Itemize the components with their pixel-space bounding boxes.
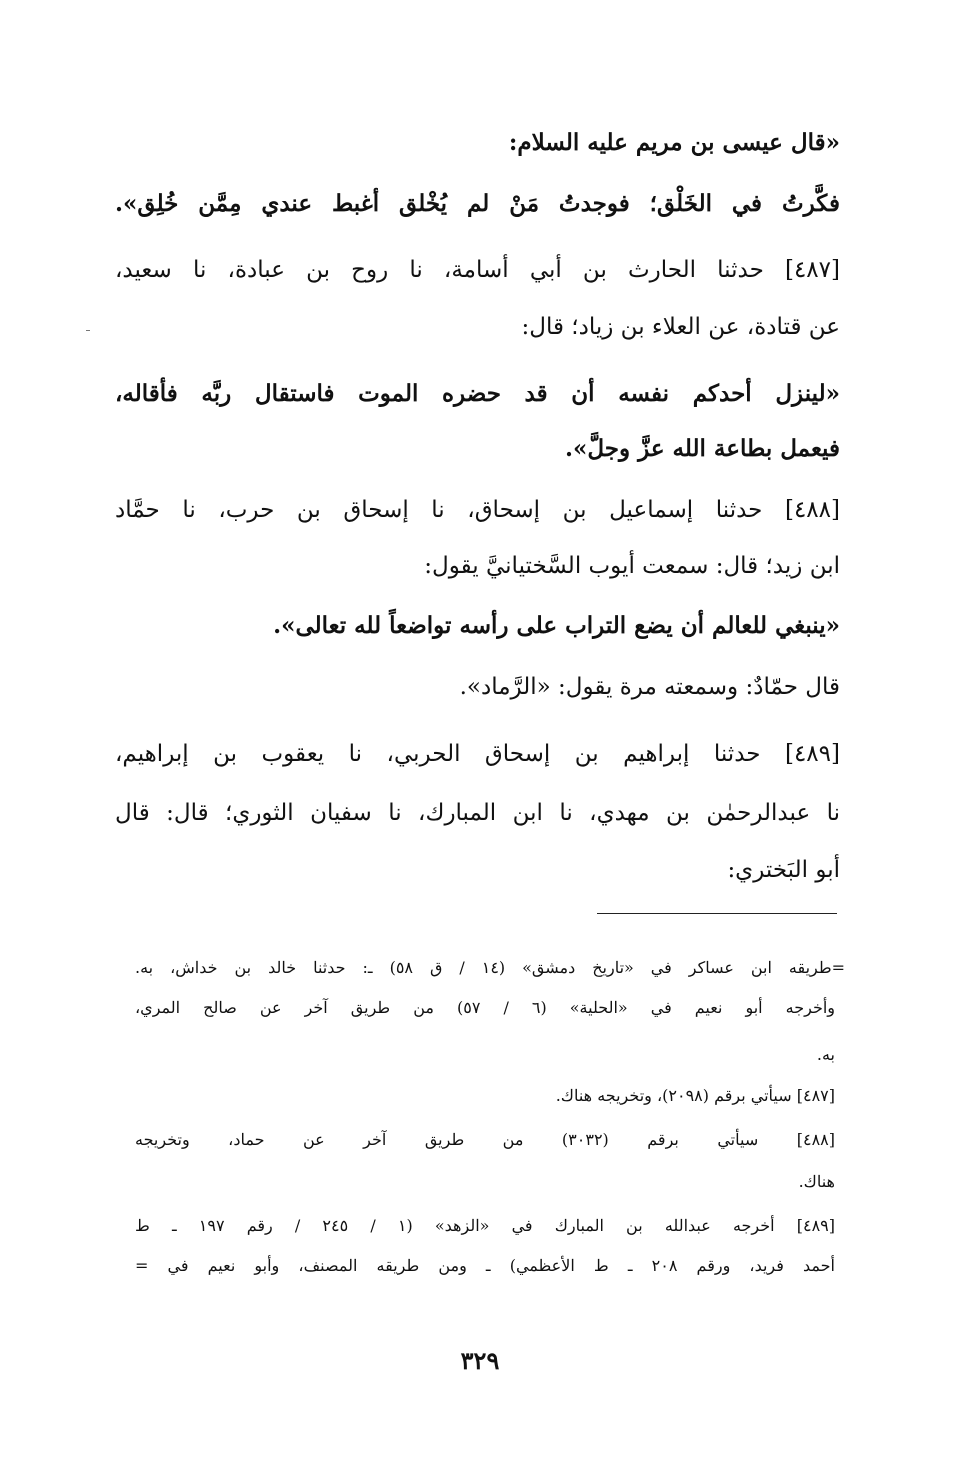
margin-mark [86,330,90,331]
footnote-line: =طريقه ابن عساكر في «تاريخ دمشق» (١٤ / ق ٥٨) ـ: حدثنا خالد بن خداش، به. [135,958,846,977]
text-line: [٤٨٩] حدثنا إبراهيم بن إسحاق الحربي، نا يعقوب بن إبراهيم، [115,741,840,767]
footnote-line: هناك. [798,1172,835,1191]
text-line: «لينزل أحدكم نفسه أن قد حضره الموت فاستقال ربَّه فأقاله، [115,380,840,407]
text-line: «ينبغي للعالم أن يضع التراب على رأسه تواضعاً لله تعالى». [273,612,840,639]
footnote-line: أحمد فريد، ورقم ٢٠٨ ـ ط الأعظمي) ـ ومن طريقه المصنف، وأبو نعيم في = [135,1256,836,1275]
text-line: قال حمّادٌ: وسمعته مرة يقول: «الرَّماد». [459,674,840,700]
text-line: نا عبدالرحمٰن بن مهدي، نا ابن المبارك، نا سفيان الثوري؛ قال: قال [115,800,840,826]
text-line: عن قتادة، عن العلاء بن زياد؛ قال: [521,314,840,340]
text-line: فيعمل بطاعة الله عزَّ وجلَّ». [565,435,840,462]
text-line: [٤٨٧] حدثنا الحارث بن أبي أسامة، نا روح بن عبادة، نا سعيد، [115,257,840,283]
footnote-separator [597,913,837,914]
text-line: أبو البَختري: [727,857,840,883]
footnote-line: [٤٨٨] سيأتي برقم (٣٠٣٢) من طريق آخر عن حماد، وتخريجه [135,1130,835,1149]
text-line: ابن زيد؛ قال: سمعت أيوب السَّختيانيَّ يقول: [424,553,840,579]
footnote-line: [٤٨٧] سيأتي برقم (٢٠٩٨)، وتخريجه هناك. [555,1086,835,1105]
footnote-line: به. [816,1045,835,1064]
text-line: فكَّرتُ في الخَلْق؛ فوجدتُ مَنْ لم يُخْلق أغبط عندي مِمَّن خُلِق». [115,190,840,217]
text-line: «قال عيسى بن مريم عليه السلام: [508,129,840,156]
page-number: ٣٢٩ [460,1346,500,1375]
text-line: [٤٨٨] حدثنا إسماعيل بن إسحاق، نا إسحاق بن حرب، نا حمَّاد [115,497,840,523]
footnote-line: [٤٨٩] أخرجه عبدالله بن المبارك في «الزهد» (١ / ٢٤٥ / رقم ١٩٧ ـ ط [135,1216,835,1235]
footnote-line: وأخرجه أبو نعيم في «الحلية» (٦ / ٥٧) من طريق آخر عن صالح المري، [135,998,836,1017]
